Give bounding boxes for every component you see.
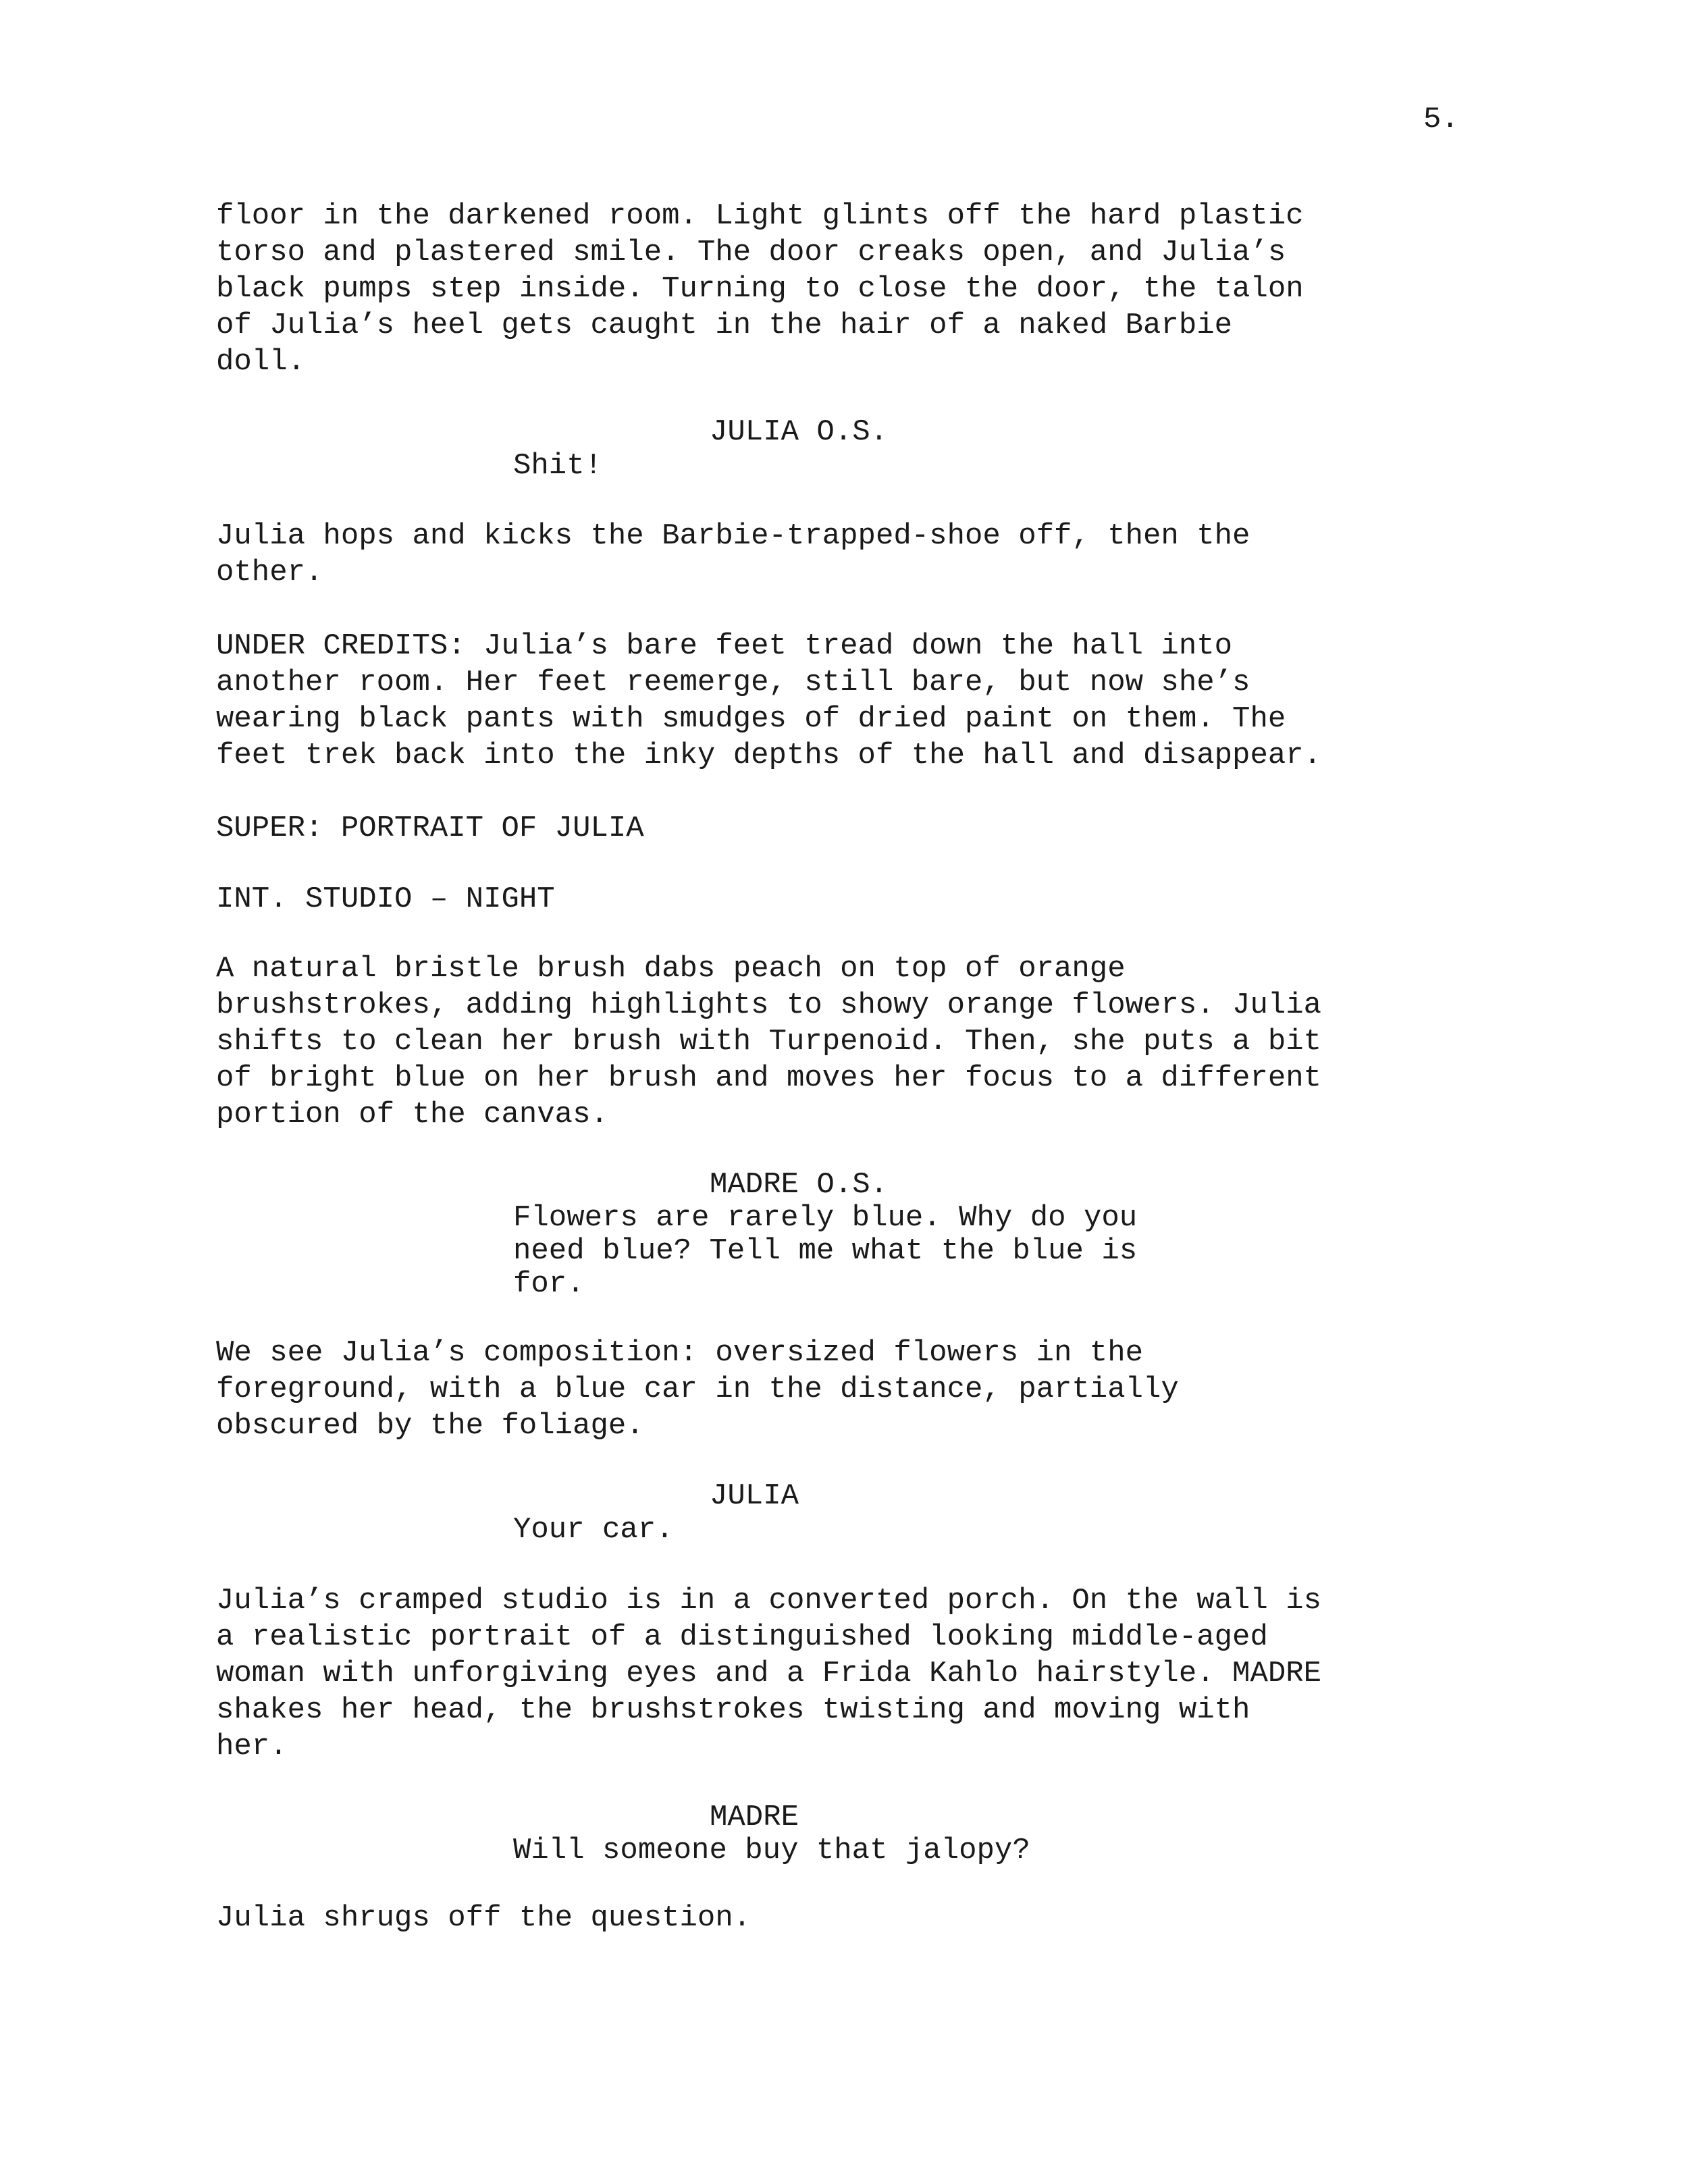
action-line: torso and plastered smile. The door creaks open, and Julia’s bbox=[216, 236, 1286, 269]
character-cue: JULIA O.S. bbox=[710, 415, 889, 449]
action-line: of Julia’s heel gets caught in the hair of a naked Barbie bbox=[216, 309, 1233, 342]
page-number: 5. bbox=[1423, 103, 1459, 136]
action-line: Julia shrugs off the question. bbox=[216, 1901, 751, 1935]
action-line: A natural bristle brush dabs peach on top of orange bbox=[216, 952, 1126, 986]
action-line: other. bbox=[216, 556, 323, 589]
action-line: brushstrokes, adding highlights to showy orange flowers. Julia bbox=[216, 988, 1322, 1022]
super-line: SUPER: PORTRAIT OF JULIA bbox=[216, 811, 644, 845]
dialogue-line: Will someone buy that jalopy? bbox=[513, 1834, 1030, 1867]
scene-heading: INT. STUDIO – NIGHT bbox=[216, 882, 555, 916]
action-line: doll. bbox=[216, 345, 306, 379]
action-line: wearing black pants with smudges of dried paint on them. The bbox=[216, 702, 1286, 736]
action-line: black pumps step inside. Turning to close the door, the talon bbox=[216, 272, 1304, 306]
character-cue: MADRE O.S. bbox=[710, 1168, 889, 1202]
action-line: UNDER CREDITS: Julia’s bare feet tread down the hall into bbox=[216, 629, 1233, 663]
action-line: Julia hops and kicks the Barbie-trapped-shoe off, then the bbox=[216, 519, 1250, 553]
action-line: her. bbox=[216, 1730, 288, 1763]
action-line: floor in the darkened room. Light glints off the hard plastic bbox=[216, 199, 1304, 233]
action-line: Julia’s cramped studio is in a converted porch. On the wall is bbox=[216, 1584, 1322, 1618]
dialogue-line: Your car. bbox=[513, 1513, 674, 1547]
action-line: foreground, with a blue car in the distance, partially bbox=[216, 1373, 1179, 1406]
action-line: portion of the canvas. bbox=[216, 1098, 608, 1131]
character-cue: JULIA bbox=[710, 1479, 799, 1513]
action-line: shifts to clean her brush with Turpenoid. Then, she puts a bit bbox=[216, 1025, 1322, 1059]
action-line: feet trek back into the inky depths of the hall and disappear. bbox=[216, 739, 1322, 772]
action-line: obscured by the foliage. bbox=[216, 1409, 644, 1443]
dialogue-line: Flowers are rarely blue. Why do you bbox=[513, 1201, 1138, 1235]
character-cue: MADRE bbox=[710, 1801, 799, 1834]
action-line: woman with unforgiving eyes and a Frida Kahlo hairstyle. MADRE bbox=[216, 1657, 1322, 1690]
action-line: of bright blue on her brush and moves her focus to a different bbox=[216, 1061, 1322, 1095]
dialogue-line: for. bbox=[513, 1267, 585, 1301]
action-line: a realistic portrait of a distinguished looking middle-aged bbox=[216, 1620, 1268, 1654]
action-line: shakes her head, the brushstrokes twisting and moving with bbox=[216, 1693, 1250, 1727]
action-line: We see Julia’s composition: oversized flowers in the bbox=[216, 1336, 1144, 1370]
dialogue-line: need blue? Tell me what the blue is bbox=[513, 1234, 1138, 1268]
dialogue-line: Shit! bbox=[513, 449, 603, 483]
action-line: another room. Her feet reemerge, still bare, but now she’s bbox=[216, 666, 1250, 699]
